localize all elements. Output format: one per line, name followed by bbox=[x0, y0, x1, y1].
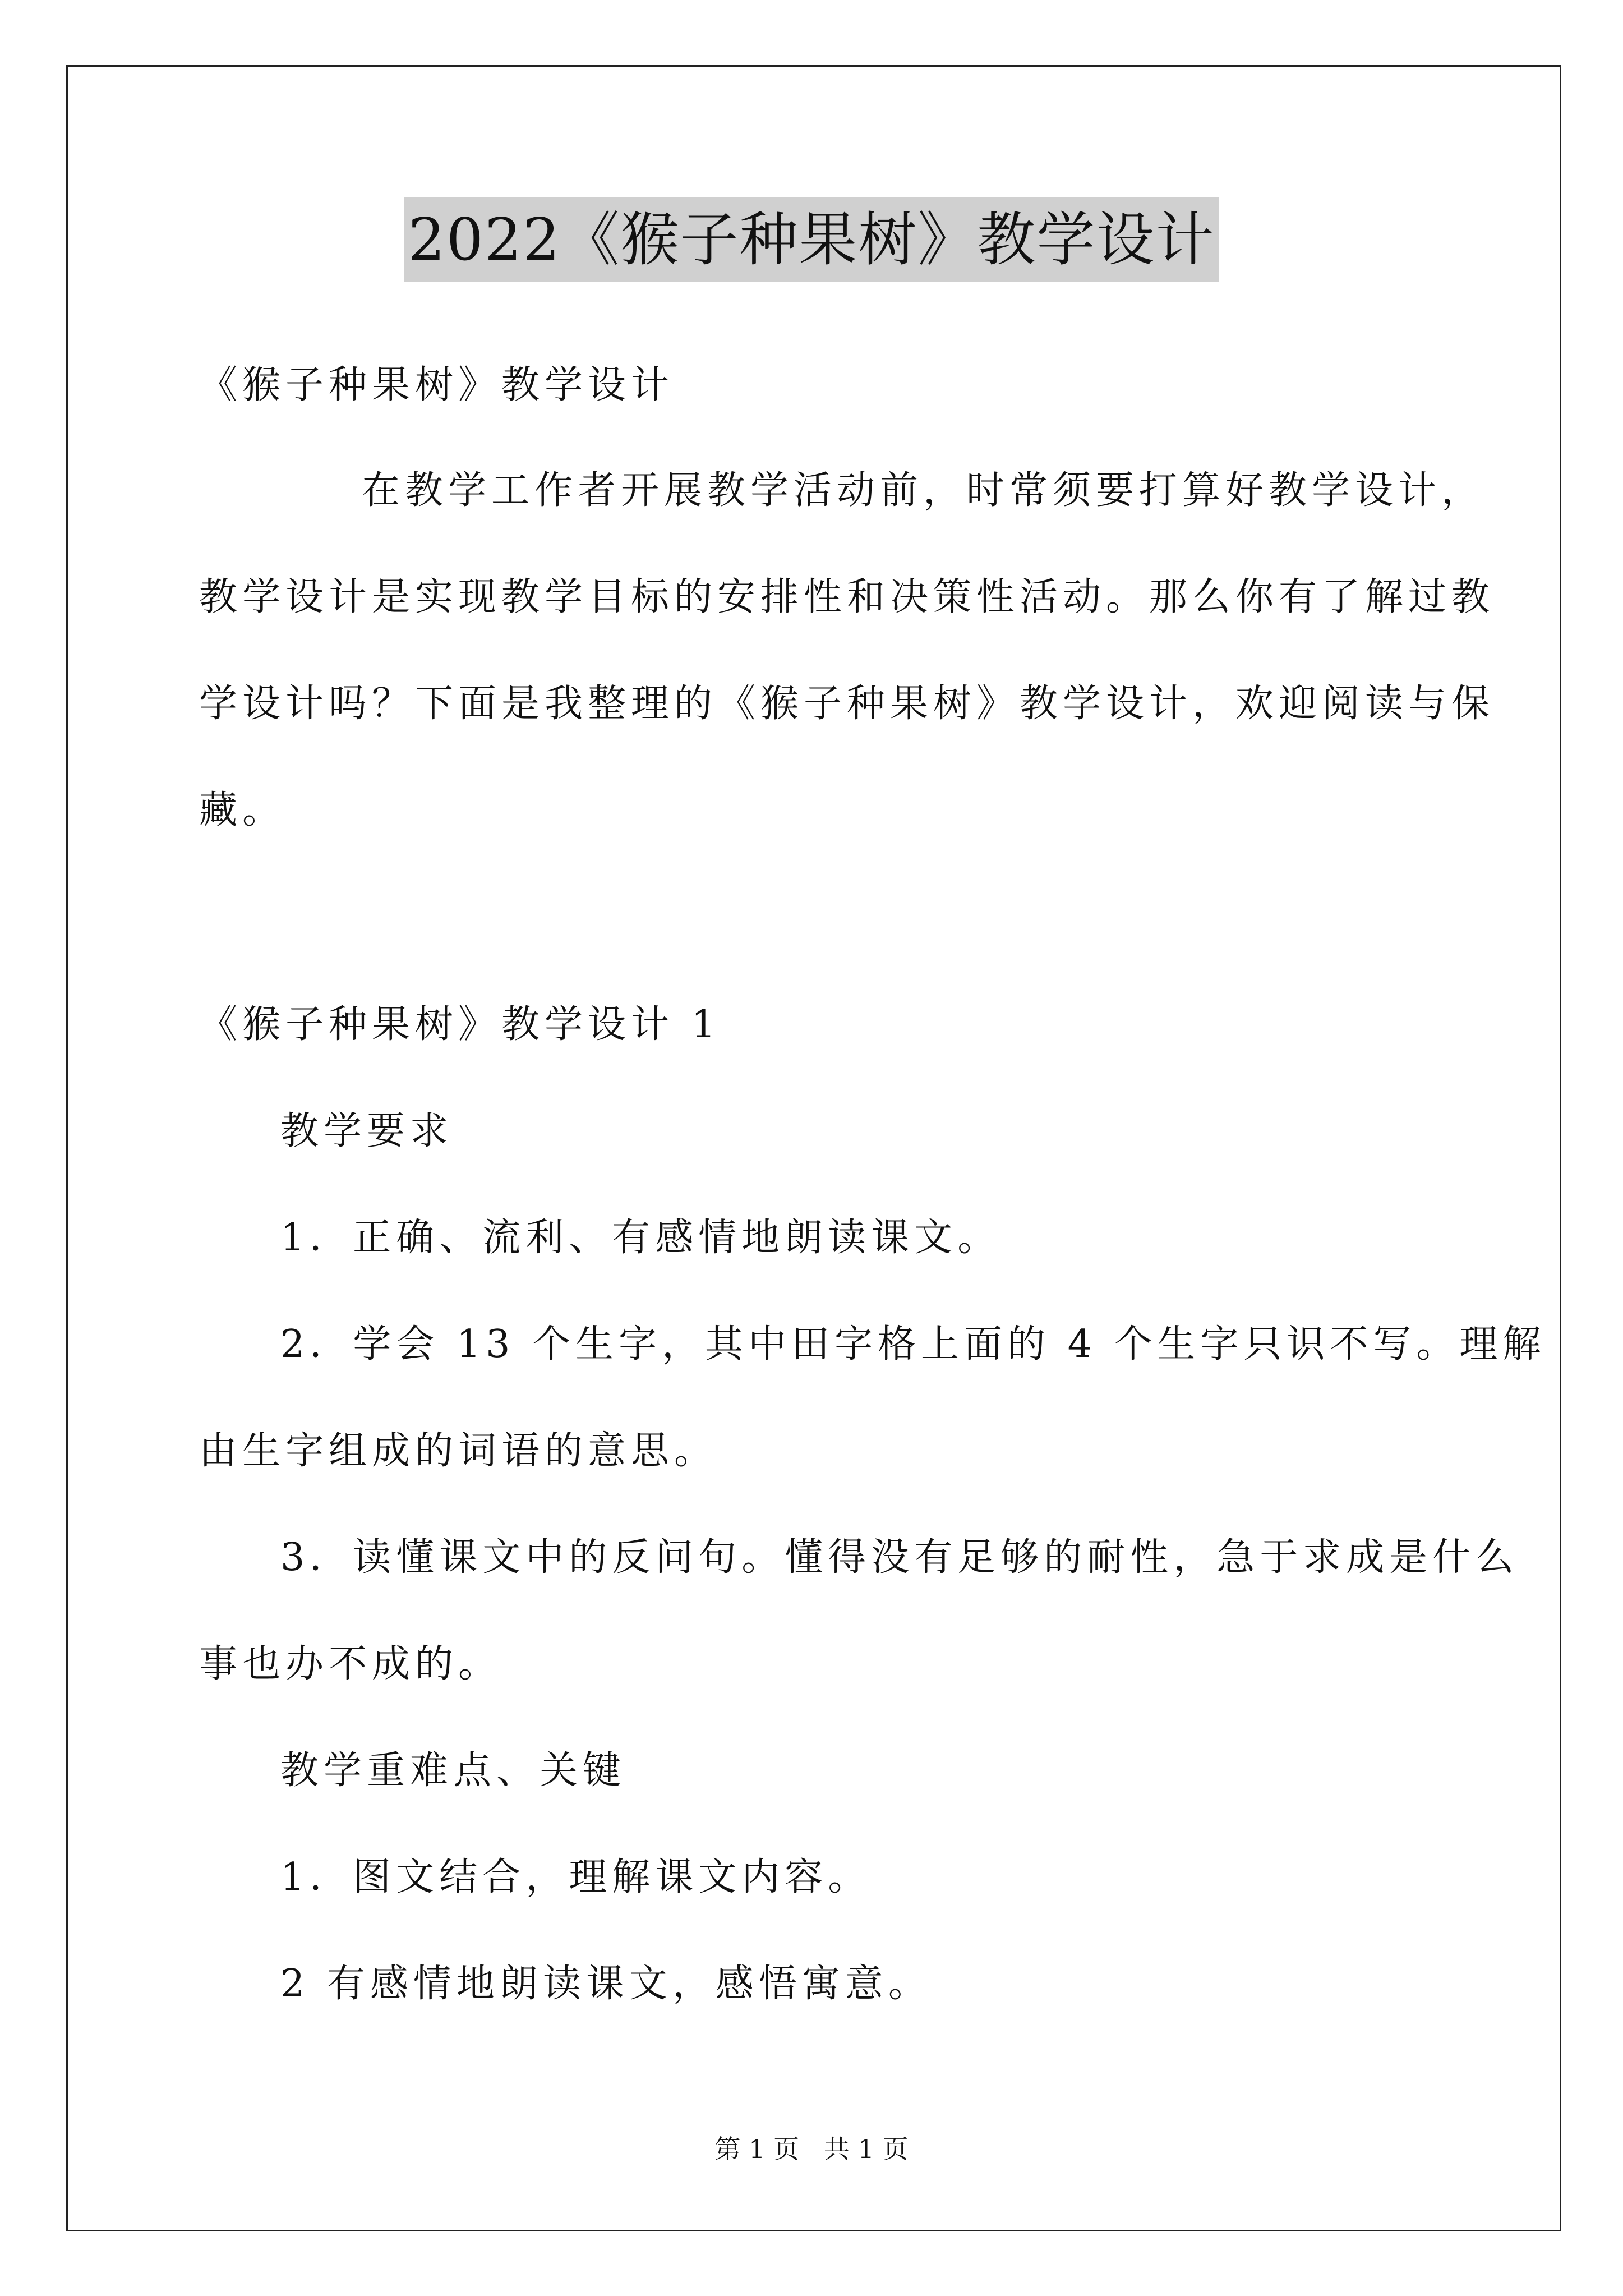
key-points-heading: 教学重难点、关键 bbox=[280, 1749, 626, 1793]
section-heading: 《猴子种果树》教学设计 1 bbox=[199, 1002, 721, 1047]
key-point-item-2: 2 有感情地朗读课文，感悟寓意。 bbox=[280, 1962, 932, 2006]
page-footer bbox=[0, 2129, 1623, 2166]
title-container bbox=[0, 197, 1623, 282]
requirements-heading: 教学要求 bbox=[280, 1109, 454, 1153]
requirement-item-1: 1．正确、流利、有感情地朗读课文。 bbox=[280, 1216, 1001, 1260]
intro-line-2: 教学设计是实现教学目标的安排性和决策性活动。那么你有了解过教 bbox=[199, 575, 1495, 619]
intro-line-4: 藏。 bbox=[199, 788, 286, 832]
document-title: 2022《猴子种果树》教学设计 bbox=[404, 197, 1220, 282]
key-point-item-1: 1．图文结合，理解课文内容。 bbox=[280, 1855, 872, 1899]
page-number: 第 1 页 bbox=[714, 2134, 799, 2164]
requirement-item-2-line-1: 2．学会 13 个生字，其中田字格上面的 4 个生字只识不写。理解 bbox=[280, 1322, 1546, 1366]
requirement-item-3-line-1: 3．读懂课文中的反问句。懂得没有足够的耐性，急于求成是什么 bbox=[280, 1535, 1519, 1580]
requirement-item-3-line-2: 事也办不成的。 bbox=[199, 1642, 502, 1686]
intro-line-3: 学设计吗？下面是我整理的《猴子种果树》教学设计，欢迎阅读与保 bbox=[199, 682, 1495, 726]
intro-line-1: 在教学工作者开展教学活动前，时常须要打算好教学设计， bbox=[362, 468, 1485, 513]
requirement-item-2-line-2: 由生字组成的词语的意思。 bbox=[199, 1429, 718, 1473]
subtitle: 《猴子种果树》教学设计 bbox=[199, 363, 675, 407]
page-total: 共 1 页 bbox=[824, 2134, 909, 2164]
